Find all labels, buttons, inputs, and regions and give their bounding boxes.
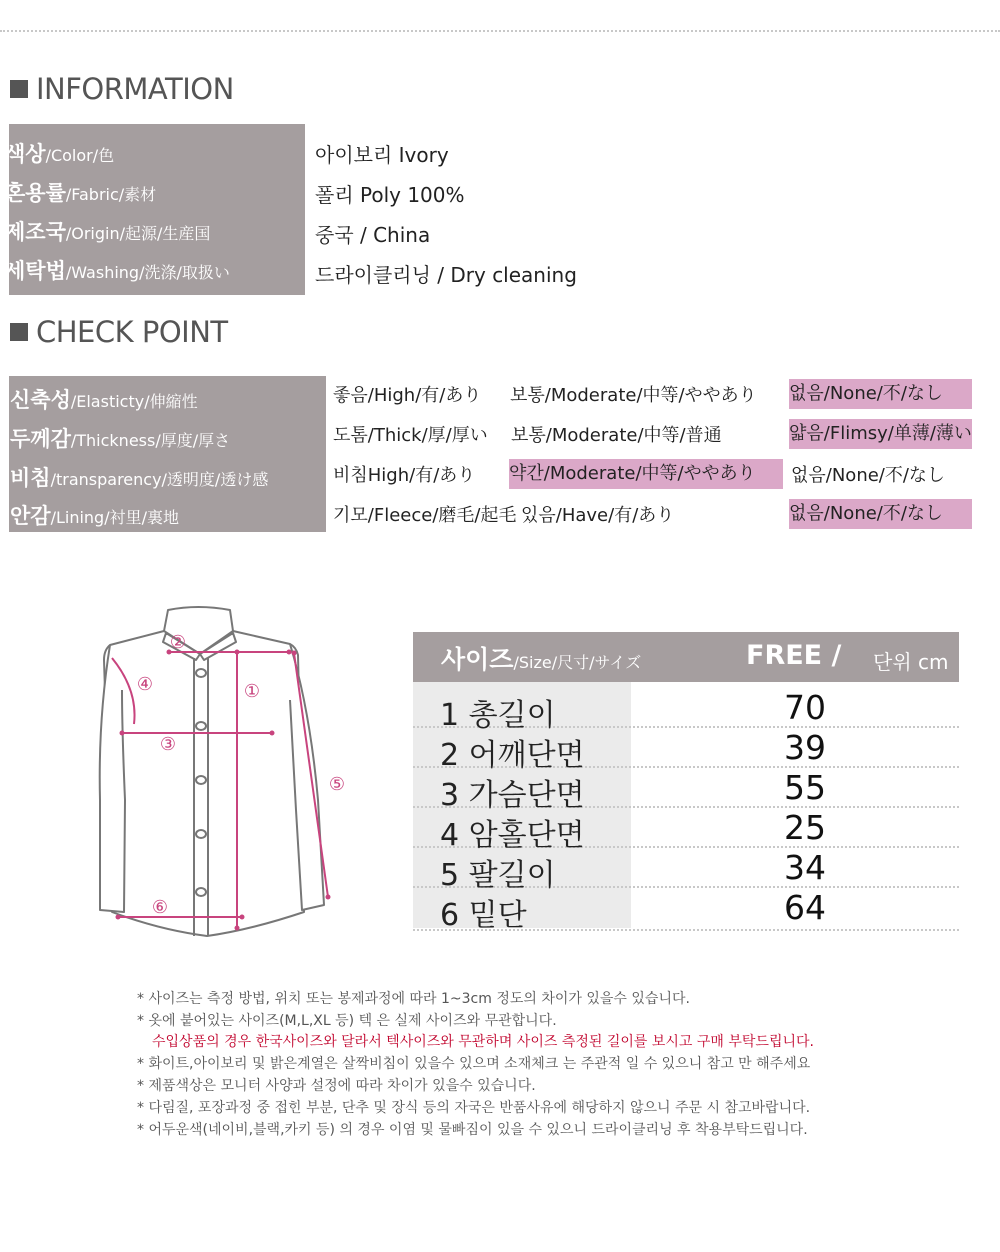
cp-option: 없음/None/不/なし <box>791 465 945 486</box>
cp-option: 있음/Have/有/あり <box>521 505 675 526</box>
cp-option: 기모/Fleece/磨毛/起毛 <box>333 505 517 526</box>
note-2: * 옷에 붙어있는 사이즈(M,L,XL 등) 텍 은 실제 사이즈와 무관합니다. <box>137 1013 557 1029</box>
marker-1: ① <box>243 681 261 702</box>
info-value-washing: 드라이클리닝 / Dry cleaning <box>315 263 577 287</box>
size-row-name: 2 어깨단면 <box>440 738 585 773</box>
size-row-name: 4 암홀단면 <box>440 818 585 853</box>
cp-label-transparency: 비침/transparency/透明度/透け感 <box>10 466 269 490</box>
marker-5: ⑤ <box>328 774 346 795</box>
info-label-origin: 제조국/Origin/起源/生産国 <box>5 220 211 244</box>
marker-2: ② <box>169 632 187 653</box>
size-row-name: 6 밑단 <box>440 898 527 933</box>
info-label-washing: 세탁법/Washing/洗涤/取扱い <box>5 259 230 283</box>
cp-option: 보통/Moderate/中等/ややあり <box>510 385 757 406</box>
marker-3: ③ <box>159 734 177 755</box>
square-bullet-icon <box>10 80 28 98</box>
info-label-color: 색상/Color/色 <box>5 142 115 166</box>
size-row-value: 70 <box>784 688 826 727</box>
size-table-header: 사이즈/Size/尺寸/サイズ FREE / 단위 cm <box>413 632 959 682</box>
cp-option-selected: 없음/None/不/なし <box>789 499 972 529</box>
note-4: * 제품색상은 모니터 사양과 설정에 따라 차이가 있을수 있습니다. <box>137 1078 536 1094</box>
marker-6: ⑥ <box>151 897 169 918</box>
cp-label-lining: 안감/Lining/衬里/裏地 <box>10 504 179 528</box>
cp-option-selected: 약간/Moderate/中等/ややあり <box>509 459 783 489</box>
note-5: * 다림질, 포장과정 중 접힌 부분, 단추 및 장식 등의 자국은 반품사유에 해당하지 않으니 주문 시 참고바랍니다. <box>137 1100 811 1116</box>
size-row-name: 5 팔길이 <box>440 858 556 893</box>
info-value-origin: 중국 / China <box>315 223 431 247</box>
size-row-value: 25 <box>784 808 826 847</box>
cp-option: 도톰/Thick/厚/厚い <box>333 425 488 446</box>
size-row-name: 1 총길이 <box>440 698 556 733</box>
cp-option-selected: 없음/None/不/なし <box>789 379 972 409</box>
note-red: 수입상품의 경우 한국사이즈와 달라서 텍사이즈와 무관하며 사이즈 측정된 길이를 보시고 구매 부탁드립니다. <box>152 1034 814 1050</box>
information-title: INFORMATION <box>10 72 234 106</box>
cp-label-elasticity: 신축성/Elasticty/伸縮性 <box>10 388 198 412</box>
cp-label-thickness: 두께감/Thickness/厚度/厚さ <box>10 427 231 451</box>
note-1: * 사이즈는 측정 방법, 위치 또는 봉제과정에 따라 1~3cm 정도의 차이가 있을수 있습니다. <box>137 991 690 1007</box>
size-row-value: 55 <box>784 768 826 807</box>
shirt-measurement-diagram <box>90 600 350 950</box>
note-6: * 어두운색(네이비,블랙,카키 등) 의 경우 이염 및 물빠짐이 있을 수 있으니 드라이클리닝 후 착용부탁드립니다. <box>137 1122 808 1138</box>
info-value-fabric: 폴리 Poly 100% <box>315 183 465 207</box>
note-3: * 화이트,아이보리 및 밝은계열은 살짝비침이 있을수 있으며 소재체크 는 주관적 일 수 있으니 참고 만 해주세요 <box>137 1056 811 1072</box>
cp-option-selected: 얇음/Flimsy/单薄/薄い <box>789 419 972 449</box>
checkpoint-title: CHECK POINT <box>10 315 228 349</box>
info-value-color: 아이보리 Ivory <box>315 143 449 167</box>
top-dotted-divider <box>0 30 1000 32</box>
size-row-name: 3 가슴단면 <box>440 778 585 813</box>
marker-4: ④ <box>136 674 154 695</box>
info-label-fabric: 혼용률/Fabric/素材 <box>5 181 157 205</box>
cp-option: 비침High/有/あり <box>333 465 476 486</box>
cp-option: 좋음/High/有/あり <box>333 385 482 406</box>
cp-option: 보통/Moderate/中等/普通 <box>511 425 722 446</box>
square-bullet-icon <box>10 323 28 341</box>
size-row-value: 64 <box>784 888 826 927</box>
size-row-value: 39 <box>784 728 826 767</box>
size-row-value: 34 <box>784 848 826 887</box>
